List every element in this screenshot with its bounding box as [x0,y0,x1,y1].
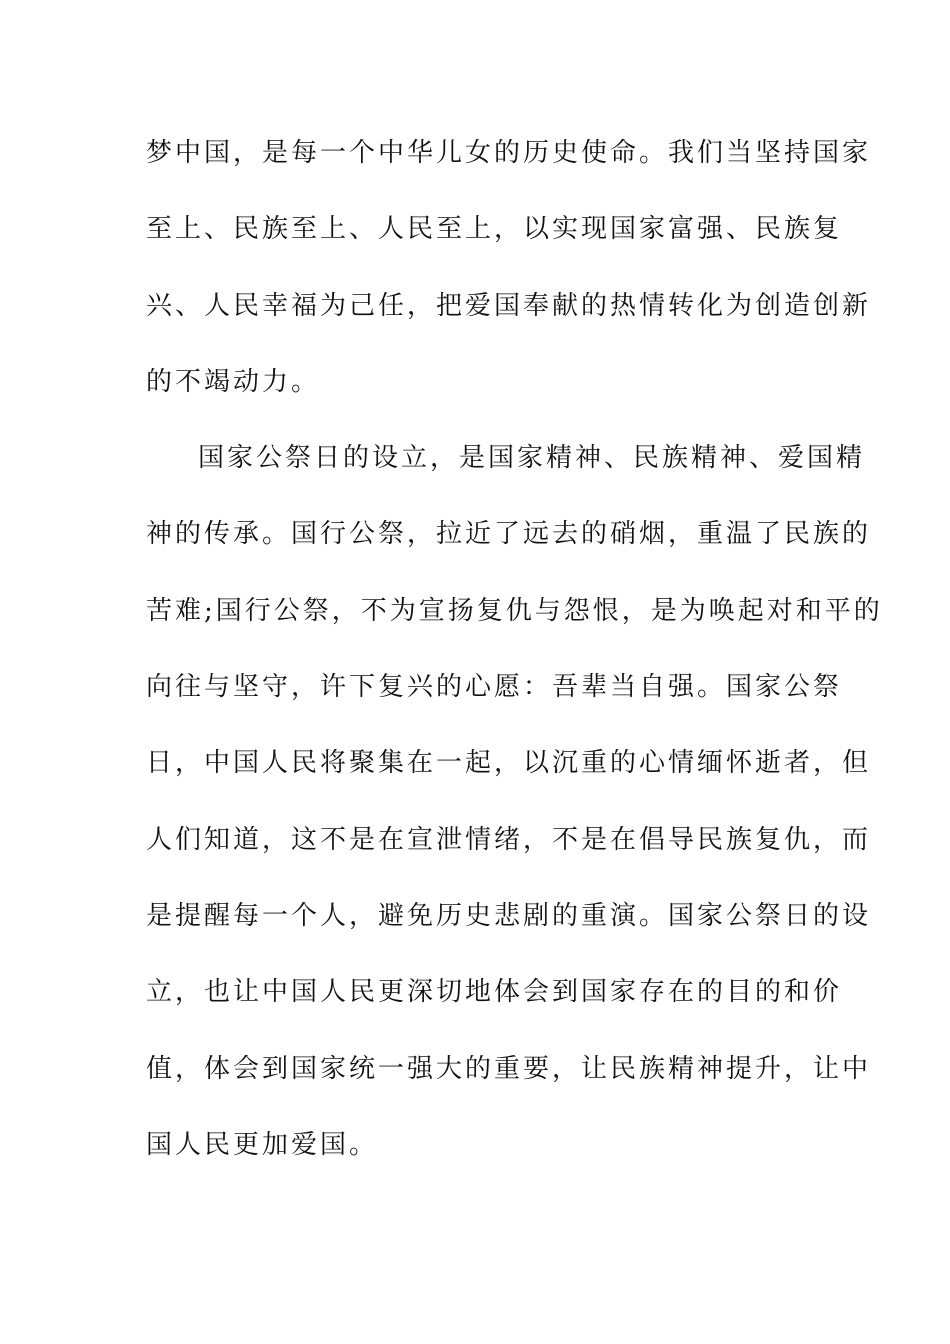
text-line: 神的传承。国行公祭，拉近了远去的硝烟，重温了民族的 [146,519,872,550]
text-line: 国人民更加爱国。 [146,1129,379,1160]
text-line: 的不竭动力。 [146,366,321,397]
text-line: 立，也让中国人民更深切地体会到国家存在的目的和价 [146,977,843,1008]
document-body [146,128,883,1196]
paragraph-start-line: 国家公祭日的设立，是国家精神、民族精神、爱国精 [198,443,866,474]
text-line: 是提醒每一个人，避免历史悲剧的重演。国家公祭日的设 [146,900,872,931]
text-line: 向往与坚守，许下复兴的心愿：吾辈当自强。国家公祭 [146,672,843,703]
text-line: 值，体会到国家统一强大的重要，让民族精神提升，让中 [146,1053,872,1084]
text-line: 至上、民族至上、人民至上，以实现国家富强、民族复 [146,214,843,245]
text-line: 苦难;国行公祭，不为宣扬复仇与怨恨，是为唤起对和平的 [146,595,883,626]
text-line: 兴、人民幸福为己任，把爱国奉献的热情转化为创造创新 [146,290,872,321]
text-line: 梦中国，是每一个中华儿女的历史使命。我们当坚持国家 [146,138,872,168]
text-line: 人们知道，这不是在宣泄情绪，不是在倡导民族复仇，而 [146,824,872,855]
text-line: 日，中国人民将聚集在一起，以沉重的心情缅怀逝者，但 [146,748,872,779]
